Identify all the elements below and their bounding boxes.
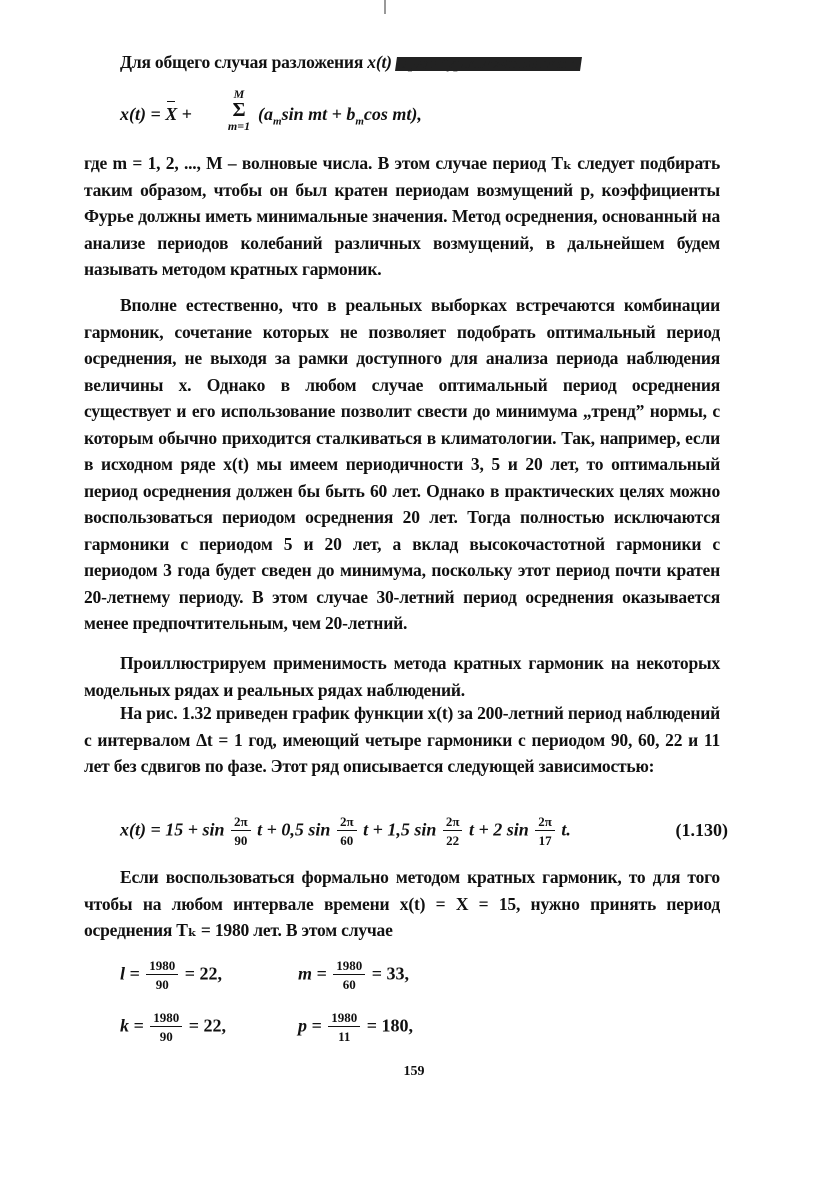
model-series-formula (120, 814, 728, 854)
formula1-rhs-mid: sin mt + b (281, 104, 356, 124)
formula1-lhs: x(t) = (120, 104, 166, 124)
formula2-term1: t + 0,5 sin (257, 819, 331, 840)
calc-k: k = $\frac{1980}{90}$ = 22, (120, 1010, 227, 1044)
formula1-rhs: (a (258, 104, 273, 124)
formula2-term4: t. (561, 819, 571, 840)
formula1-plus: + (177, 104, 193, 124)
formula1-sub2: m (355, 115, 364, 128)
sigma-glyph: Σ (232, 99, 246, 121)
page-number: 159 (403, 1064, 425, 1079)
paragraph-3: Проиллюстрируем применимость метода кратных гармоник на некоторых модельных рядах и реальных рядах наблюдений. (84, 653, 720, 700)
fraction-1: $\frac{2\pi}{90}$ (231, 814, 251, 849)
scan-mark (384, 0, 386, 14)
formula2-term2: t + 1,5 sin (363, 819, 437, 840)
fraction-2: $\frac{2\pi}{60}$ (337, 814, 357, 849)
calc-p: p = $\frac{1980}{11}$ = 180, (298, 1010, 414, 1044)
summation-symbol (224, 87, 254, 133)
fraction-3: $\frac{2\pi}{22}$ (443, 814, 463, 849)
calc-l-fraction: $\frac{1980}{90}$ (146, 958, 178, 993)
formula1-xbar: X (165, 104, 178, 124)
formula2-term3: t + 2 sin (468, 819, 529, 840)
formula1-sub1: m (273, 115, 282, 128)
equation-number: (1.130) (675, 820, 728, 840)
calc-l: l = $\frac{1980}{90}$ = 22, (120, 958, 223, 992)
intro-variable: x(t) (367, 52, 392, 72)
paragraph-4: На рис. 1.32 приведен график функции x(t) за 200-летний период наблюдений с интервалом Δt = 1 год, имеющий четыре гармоники с периодом 90, 60, 22 и 11 лет без сдвигов по фазе. Этот ряд описывается следующей зависимостью: (84, 703, 720, 776)
calc-m-fraction: $\frac{1980}{60}$ (333, 958, 365, 993)
sum-upper-limit: M (233, 87, 245, 101)
calc-p-fraction: $\frac{1980}{11}$ (328, 1010, 360, 1045)
paragraph-1: где m = 1, 2, ..., M – волновые числа. В этом случае период Tₖ следует подбирать таким образом, чтобы он был кратен периодам возмущений p, коэффициенты Фурье должны иметь минимальные значения. Метод осреднения, основанный на анализе периодов колебаний различных возмущений, в дальнейшем будем называть методом кратных гармоник. (84, 153, 720, 279)
smudged-text: в ряд Фурье можно записать (396, 55, 581, 72)
calc-m: m = $\frac{1980}{60}$ = 33, (298, 958, 410, 992)
paragraph-5: Если воспользоваться формально методом кратных гармоник, то для того чтобы на любом интервале времени x(t) = X = 15, нужно принять период осреднения Tₖ = 1980 лет. В этом случае (84, 867, 720, 940)
fraction-4: $\frac{2\pi}{17}$ (535, 814, 555, 849)
calc-k-fraction: $\frac{1980}{90}$ (150, 1010, 182, 1045)
intro-line (120, 52, 720, 73)
paragraph-2: Вполне естественно, что в реальных выборках встречаются комбинации гармоник, сочетание которых не позволяет подобрать оптимальный период осреднения, не выходя за рамки доступного для анализа периода наблюдения величины x. Однако в любом случае оптимальный период осреднения существует и его использование позволит свести до минимума „тренд” нормы, с которым обычно приходится сталкиваться в климатологии. Так, например, если в исходном ряде x(t) мы имеем периодичности 3, 5 и 20 лет, то оптимальный период осреднения должен бы быть 60 лет. Однако в практических целях можно воспользоваться периодом осреднения 20 лет. Тогда полностью исключаются гармоники с периодом 5 и 20 лет, а вклад высокочастотной гармоники с периодом 3 года будет сведен до минимума, поскольку этот период почти кратен 20-летнему периоду. В этом случае 30-летний период осреднения оказывается менее предпочтительным, чем 20-летний. (84, 295, 720, 633)
formula1-rhs-end: cos mt), (363, 104, 422, 124)
sum-lower-limit: m=1 (227, 119, 251, 133)
formula2-lhs: x(t) = 15 + sin (120, 819, 225, 840)
intro-text: Для общего случая разложения (120, 52, 364, 72)
